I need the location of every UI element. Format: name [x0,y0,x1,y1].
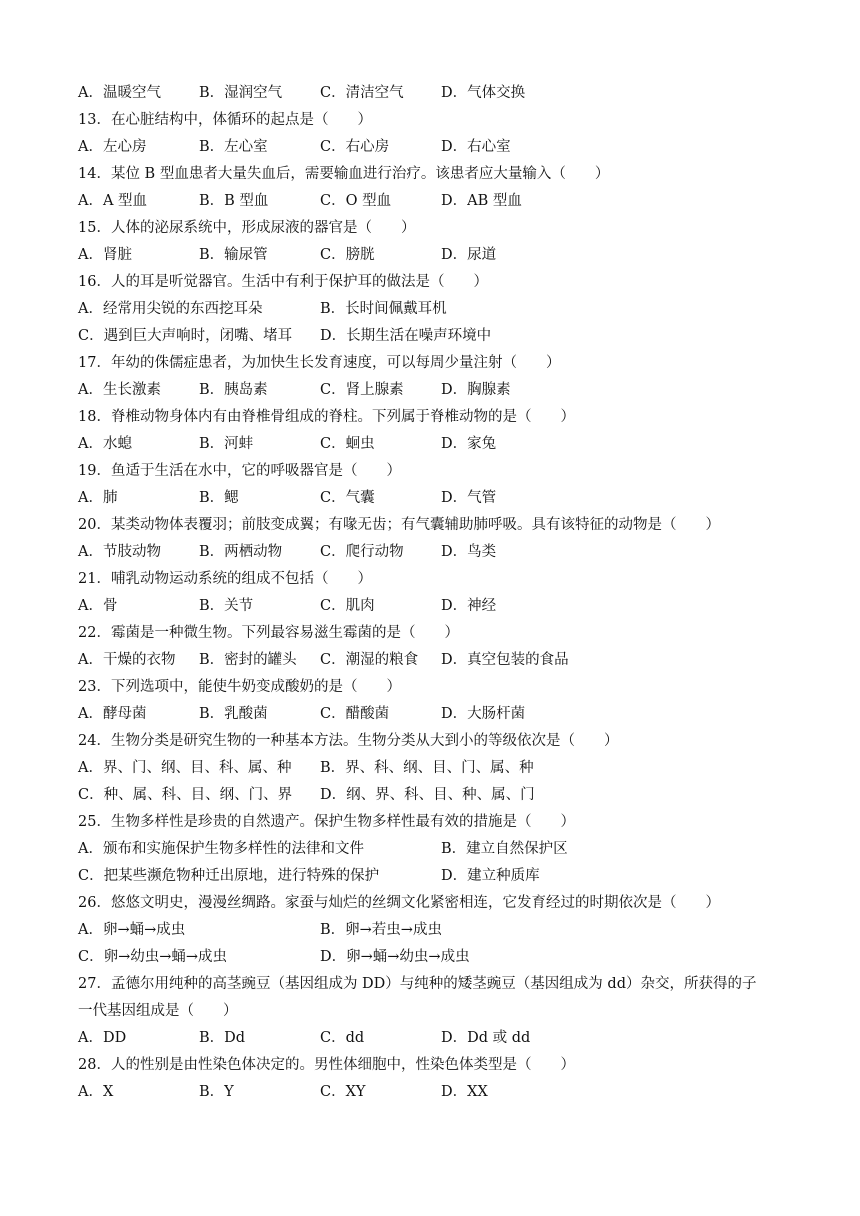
question-26: 26．悠悠文明史，漫漫丝绸路。家蚕与灿烂的丝绸文化紧密相连，它发育经过的时期依次是（ ） [78,895,720,911]
option-a: A．A 型血 [78,193,148,209]
options-row-q15 [78,242,783,269]
option-a: A．温暖空气 [78,85,161,101]
options-row-q22 [78,647,783,674]
options-row-q26-2 [78,944,783,971]
option-d: D．家兔 [441,436,497,452]
option-b: B．界、科、纲、目、门、属、种 [320,760,534,776]
option-d: D．鸟类 [441,544,497,560]
option-c: C．肌肉 [320,598,375,614]
question-13: 13．在心脏结构中，体循环的起点是（ ） [78,112,372,128]
question-20: 20．某类动物体表覆羽；前肢变成翼；有喙无齿；有气囊辅助肺呼吸。具有该特征的动物是（ ） [78,517,720,533]
option-d: D．大肠杆菌 [441,706,526,722]
option-c: C．清洁空气 [320,85,404,101]
option-b: B．左心室 [199,139,268,155]
options-row-q26-1 [78,917,783,944]
option-c: C．卵→幼虫→蛹→成虫 [78,949,228,965]
option-a: A．肺 [78,490,118,506]
options-row-q17 [78,377,783,404]
option-a: A．卵→蛹→成虫 [78,922,186,938]
option-c: C．爬行动物 [320,544,404,560]
options-row-q18 [78,431,783,458]
option-b: B．密封的罐头 [199,652,297,668]
question-19: 19．鱼适于生活在水中，它的呼吸器官是（ ） [78,463,401,479]
option-c: C．肾上腺素 [320,382,404,398]
options-row-q21 [78,593,783,620]
option-d: D．纲、界、科、目、种、属、门 [320,787,535,803]
question-18: 18．脊椎动物身体内有由脊椎骨组成的脊柱。下列属于脊椎动物的是（ ） [78,409,575,425]
options-row-q25-1 [78,836,783,863]
option-b: B．输尿管 [199,247,268,263]
question-16: 16．人的耳是听觉器官。生活中有利于保护耳的做法是（ ） [78,274,488,290]
option-a: A．X [78,1084,114,1100]
option-c: C．膀胱 [320,247,375,263]
question-28: 28．人的性别是由性染色体决定的。男性体细胞中，性染色体类型是（ ） [78,1057,575,1073]
options-row-q16-1 [78,296,783,323]
options-row-q19 [78,485,783,512]
question-17: 17．年幼的侏儒症患者，为加快生长发育速度，可以每周少量注射（ ） [78,355,561,371]
option-b: B．卵→若虫→成虫 [320,922,442,938]
option-a: A．经常用尖锐的东西挖耳朵 [78,301,263,317]
option-d: D．气管 [441,490,497,506]
option-b: B．B 型血 [199,193,269,209]
option-d: D．真空包装的食品 [441,652,569,668]
option-d: D．AB 型血 [441,193,522,209]
option-c: C．醋酸菌 [320,706,390,722]
option-d: D．建立种质库 [441,868,540,884]
question-15: 15．人体的泌尿系统中，形成尿液的器官是（ ） [78,220,416,236]
option-d: D．XX [441,1084,488,1100]
question-22: 22．霉菌是一种微生物。下列最容易滋生霉菌的是（ ） [78,625,459,641]
options-row-q28 [78,1079,783,1106]
option-a: A．干燥的衣物 [78,652,176,668]
option-b: B．关节 [199,598,254,614]
option-c: C．遇到巨大声响时，闭嘴、堵耳 [78,328,293,344]
option-d: D．神经 [441,598,497,614]
option-a: A．界、门、纲、目、科、属、种 [78,760,292,776]
option-a: A．酵母菌 [78,706,147,722]
option-b: B．两栖动物 [199,544,283,560]
option-d: D．胸腺素 [441,382,511,398]
option-c: C．XY [320,1084,366,1100]
option-c: C．潮湿的粮食 [320,652,419,668]
options-row-q14 [78,188,783,215]
option-a: A．颁布和实施保护生物多样性的法律和文件 [78,841,364,857]
option-b: B．鳃 [199,490,239,506]
option-b: B．乳酸菌 [199,706,268,722]
option-a: A．生长激素 [78,382,161,398]
option-a: A．左心房 [78,139,147,155]
option-d: D．长期生活在噪声环境中 [320,328,492,344]
question-27-continued: 一代基因组成是（ ） [78,1003,238,1019]
option-c: C．dd [320,1030,365,1046]
options-row-q24-1 [78,755,783,782]
exam-page [78,80,783,1106]
options-row-q13 [78,134,783,161]
option-d: D．右心室 [441,139,511,155]
options-row-q20 [78,539,783,566]
options-row-q24-2 [78,782,783,809]
option-c: C．蛔虫 [320,436,375,452]
question-24: 24．生物分类是研究生物的一种基本方法。生物分类从大到小的等级依次是（ ） [78,733,619,749]
question-14: 14．某位 B 型血患者大量失血后，需要输血进行治疗。该患者应大量输入（ ） [78,166,610,182]
options-row-q12 [78,80,783,107]
option-d: D．尿道 [441,247,497,263]
option-c: C．种、属、科、目、纲、门、界 [78,787,293,803]
option-c: C．把某些濒危物种迁出原地，进行特殊的保护 [78,868,380,884]
option-b: B．长时间佩戴耳机 [320,301,447,317]
options-row-q23 [78,701,783,728]
option-b: B．河蚌 [199,436,254,452]
question-25: 25．生物多样性是珍贵的自然遗产。保护生物多样性最有效的措施是（ ） [78,814,575,830]
option-a: A．骨 [78,598,118,614]
option-b: B．胰岛素 [199,382,268,398]
options-row-q16-2 [78,323,783,350]
option-b: B．建立自然保护区 [441,841,568,857]
question-23: 23．下列选项中，能使牛奶变成酸奶的是（ ） [78,679,401,695]
option-b: B．Dd [199,1030,246,1046]
options-row-q27 [78,1025,783,1052]
option-c: C．O 型血 [320,193,392,209]
option-c: C．右心房 [320,139,390,155]
question-27: 27．孟德尔用纯种的高茎豌豆（基因组成为 DD）与纯种的矮茎豌豆（基因组成为 dd）杂交，所获得的子 [78,976,757,992]
options-row-q25-2 [78,863,783,890]
option-d: D．气体交换 [441,85,526,101]
question-21: 21．哺乳动物运动系统的组成不包括（ ） [78,571,372,587]
option-c: C．气囊 [320,490,375,506]
option-a: A．肾脏 [78,247,132,263]
option-d: D．卵→蛹→幼虫→成虫 [320,949,470,965]
option-d: D．Dd 或 dd [441,1030,531,1046]
option-a: A．节肢动物 [78,544,161,560]
option-a: A．DD [78,1030,127,1046]
option-b: B．Y [199,1084,234,1100]
option-b: B．湿润空气 [199,85,283,101]
option-a: A．水螅 [78,436,132,452]
